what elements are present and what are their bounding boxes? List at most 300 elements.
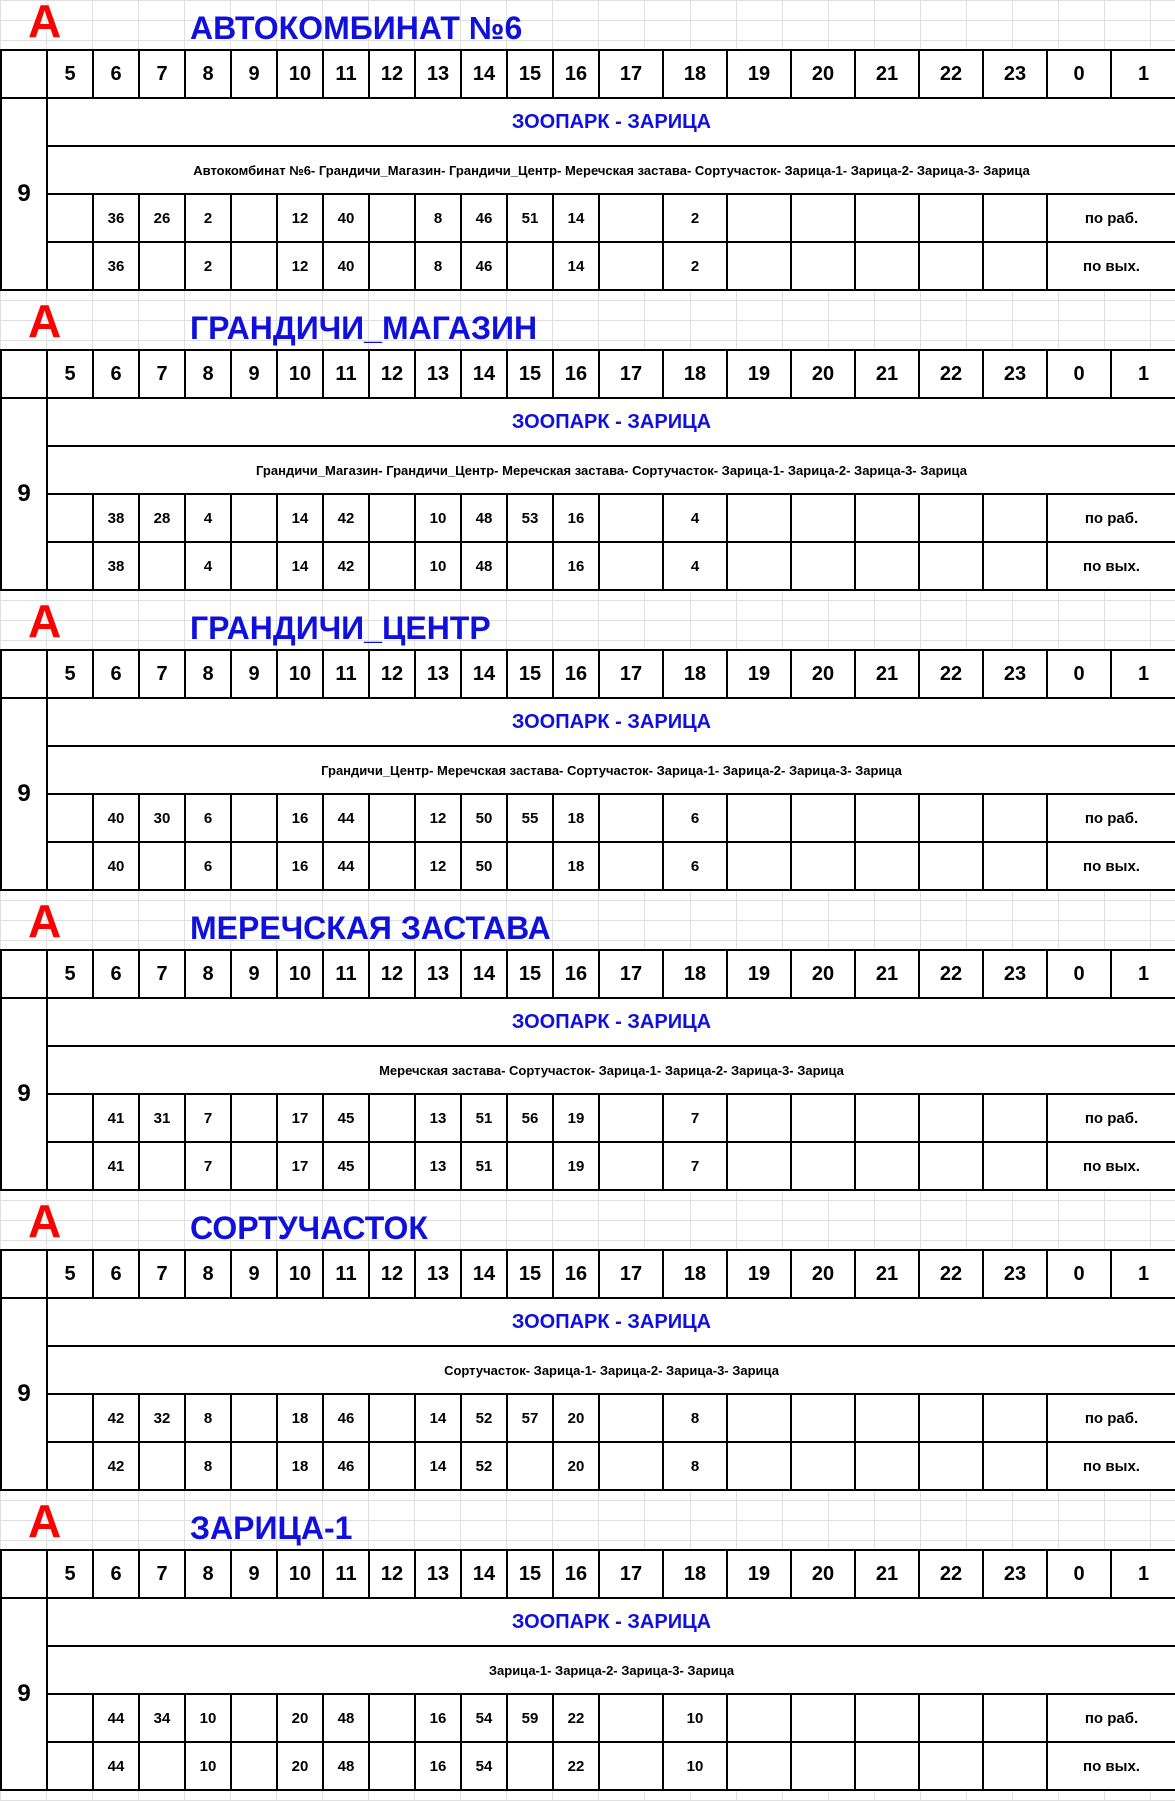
- bus-letter-mark: А: [28, 595, 62, 647]
- minute-cell: 38: [93, 494, 139, 542]
- minute-cell: 54: [461, 1694, 507, 1742]
- minute-cell: [231, 842, 277, 890]
- hour-cell: 16: [553, 650, 599, 698]
- minute-cell: [47, 1694, 93, 1742]
- hour-cell: 19: [727, 1250, 791, 1298]
- day-type-label: по раб.: [1047, 1694, 1175, 1742]
- minute-cell: [369, 542, 415, 590]
- minute-cell: 13: [415, 1142, 461, 1190]
- hour-cell: 20: [791, 650, 855, 698]
- minute-cell: 51: [461, 1142, 507, 1190]
- bus-letter-mark: А: [28, 1195, 62, 1247]
- minute-cell: [727, 1694, 791, 1742]
- hour-cell: 20: [791, 1250, 855, 1298]
- route-stops-row: [1, 1046, 1175, 1094]
- minute-cell: 12: [415, 842, 461, 890]
- minute-cell: 32: [139, 1394, 185, 1442]
- stop-title: АВТОКОМБИНАТ №6: [190, 10, 523, 46]
- minute-cell: [727, 794, 791, 842]
- hour-cell: 13: [415, 1550, 461, 1598]
- schedule-table: [0, 1249, 1175, 1491]
- hour-cell: 6: [93, 50, 139, 98]
- minute-cell: 16: [415, 1742, 461, 1790]
- hour-cell: 23: [983, 950, 1047, 998]
- route-name: ЗООПАРК - ЗАРИЦА: [47, 998, 1175, 1046]
- minute-cell: [919, 1094, 983, 1142]
- hour-cell: 18: [663, 1250, 727, 1298]
- route-name-row: [1, 1598, 1175, 1646]
- hour-cell: 20: [791, 350, 855, 398]
- hour-cell: 21: [855, 650, 919, 698]
- hour-cell: 1: [1111, 50, 1175, 98]
- minute-cell: 17: [277, 1094, 323, 1142]
- minute-cell: [727, 542, 791, 590]
- hour-cell: 11: [323, 50, 369, 98]
- bus-letter-mark: А: [28, 1495, 62, 1547]
- minute-cell: 19: [553, 1142, 599, 1190]
- minute-cell: 14: [277, 542, 323, 590]
- minute-cell: 22: [553, 1694, 599, 1742]
- day-type-label: по вых.: [1047, 1442, 1175, 1490]
- day-type-label: по вых.: [1047, 842, 1175, 890]
- hour-cell: 15: [507, 950, 553, 998]
- minute-cell: 46: [323, 1442, 369, 1490]
- minute-cell: [231, 1394, 277, 1442]
- minute-cell: 6: [663, 794, 727, 842]
- stop-title: МЕРЕЧСКАЯ ЗАСТАВА: [190, 910, 551, 946]
- hour-cell: 5: [47, 50, 93, 98]
- hour-cell: 13: [415, 950, 461, 998]
- hour-cell: 13: [415, 1250, 461, 1298]
- minute-cell: [983, 494, 1047, 542]
- minute-cell: 10: [663, 1694, 727, 1742]
- minute-cell: 8: [185, 1394, 231, 1442]
- hour-cell: 5: [47, 350, 93, 398]
- minute-cell: 57: [507, 1394, 553, 1442]
- minute-cell: [231, 794, 277, 842]
- minute-cell: 40: [323, 242, 369, 290]
- minute-cell: 8: [663, 1442, 727, 1490]
- hour-cell: 6: [93, 1250, 139, 1298]
- hour-cell: 18: [663, 50, 727, 98]
- minute-cell: [369, 1142, 415, 1190]
- route-stops-row: [1, 1346, 1175, 1394]
- stop-section: [0, 895, 1175, 1200]
- minute-cell: [727, 1394, 791, 1442]
- day-type-label: по раб.: [1047, 194, 1175, 242]
- minute-cell: [231, 1742, 277, 1790]
- minute-cell: [855, 1094, 919, 1142]
- hour-cell: 19: [727, 1550, 791, 1598]
- minute-cell: 59: [507, 1694, 553, 1742]
- minute-cell: 10: [415, 542, 461, 590]
- hour-cell: 21: [855, 50, 919, 98]
- minute-cell: [139, 542, 185, 590]
- minute-cell: [47, 1394, 93, 1442]
- minute-cell: [727, 1442, 791, 1490]
- minute-cell: [507, 542, 553, 590]
- hour-cell: 18: [663, 650, 727, 698]
- minute-cell: [791, 1142, 855, 1190]
- minute-cell: 10: [185, 1742, 231, 1790]
- minute-cell: 48: [461, 542, 507, 590]
- route-stops-row: [1, 146, 1175, 194]
- minute-cell: [47, 242, 93, 290]
- minute-cell: [919, 794, 983, 842]
- hour-cell: 22: [919, 1250, 983, 1298]
- route-name-row: [1, 698, 1175, 746]
- route-number: 9: [1, 1298, 47, 1490]
- route-number: 9: [1, 698, 47, 890]
- minute-cell: 8: [415, 194, 461, 242]
- workdays-row: [1, 1394, 1175, 1442]
- minute-cell: [919, 1742, 983, 1790]
- workdays-row: [1, 794, 1175, 842]
- minute-cell: [855, 842, 919, 890]
- minute-cell: 51: [461, 1094, 507, 1142]
- minute-cell: 42: [323, 542, 369, 590]
- minute-cell: [983, 542, 1047, 590]
- minute-cell: 53: [507, 494, 553, 542]
- minute-cell: [139, 842, 185, 890]
- hour-cell: 8: [185, 50, 231, 98]
- route-name: ЗООПАРК - ЗАРИЦА: [47, 698, 1175, 746]
- hour-cell: 8: [185, 950, 231, 998]
- hour-cell: 20: [791, 950, 855, 998]
- minute-cell: [983, 794, 1047, 842]
- corner-cell: [1, 50, 47, 98]
- minute-cell: [791, 1694, 855, 1742]
- minute-cell: [983, 242, 1047, 290]
- hours-row: [1, 350, 1175, 398]
- minute-cell: 17: [277, 1142, 323, 1190]
- hour-cell: 14: [461, 50, 507, 98]
- minute-cell: [855, 542, 919, 590]
- minute-cell: [231, 194, 277, 242]
- schedule-table: [0, 49, 1175, 291]
- hour-cell: 7: [139, 1250, 185, 1298]
- minute-cell: [47, 1442, 93, 1490]
- hour-cell: 14: [461, 950, 507, 998]
- hour-cell: 22: [919, 1550, 983, 1598]
- minute-cell: 16: [277, 842, 323, 890]
- hour-cell: 12: [369, 1550, 415, 1598]
- weekends-row: [1, 1142, 1175, 1190]
- minute-cell: [727, 194, 791, 242]
- hour-cell: 5: [47, 1250, 93, 1298]
- hour-cell: 9: [231, 1550, 277, 1598]
- minute-cell: [855, 1694, 919, 1742]
- hour-cell: 15: [507, 650, 553, 698]
- minute-cell: 34: [139, 1694, 185, 1742]
- minute-cell: 10: [185, 1694, 231, 1742]
- minute-cell: [919, 1142, 983, 1190]
- minute-cell: 28: [139, 494, 185, 542]
- minute-cell: [231, 1694, 277, 1742]
- bus-letter-mark: А: [28, 0, 62, 47]
- weekends-row: [1, 1742, 1175, 1790]
- minute-cell: 16: [553, 542, 599, 590]
- minute-cell: 6: [185, 842, 231, 890]
- minute-cell: 7: [663, 1142, 727, 1190]
- minute-cell: 7: [663, 1094, 727, 1142]
- minute-cell: [369, 494, 415, 542]
- minute-cell: 30: [139, 794, 185, 842]
- hour-cell: 12: [369, 950, 415, 998]
- minute-cell: [919, 1694, 983, 1742]
- hour-cell: 11: [323, 1250, 369, 1298]
- hour-cell: 1: [1111, 350, 1175, 398]
- minute-cell: [855, 494, 919, 542]
- stop-section: [0, 1495, 1175, 1800]
- hour-cell: 13: [415, 50, 461, 98]
- minute-cell: 54: [461, 1742, 507, 1790]
- hour-cell: 22: [919, 950, 983, 998]
- hour-cell: 9: [231, 50, 277, 98]
- minute-cell: [47, 1742, 93, 1790]
- minute-cell: 20: [277, 1742, 323, 1790]
- hour-cell: 6: [93, 1550, 139, 1598]
- minute-cell: 12: [277, 194, 323, 242]
- schedule-table: [0, 949, 1175, 1191]
- hour-cell: 14: [461, 1550, 507, 1598]
- hour-cell: 6: [93, 350, 139, 398]
- minute-cell: 4: [185, 494, 231, 542]
- minute-cell: [47, 842, 93, 890]
- hour-cell: 10: [277, 1250, 323, 1298]
- minute-cell: 4: [663, 542, 727, 590]
- hour-cell: 6: [93, 950, 139, 998]
- minute-cell: [599, 794, 663, 842]
- minute-cell: [983, 1094, 1047, 1142]
- minute-cell: [507, 1442, 553, 1490]
- hour-cell: 9: [231, 950, 277, 998]
- hour-cell: 12: [369, 50, 415, 98]
- hour-cell: 13: [415, 650, 461, 698]
- minute-cell: 52: [461, 1442, 507, 1490]
- minute-cell: [599, 542, 663, 590]
- minute-cell: [507, 242, 553, 290]
- minute-cell: [231, 1442, 277, 1490]
- hour-cell: 11: [323, 350, 369, 398]
- minute-cell: 18: [277, 1442, 323, 1490]
- minute-cell: 48: [461, 494, 507, 542]
- minute-cell: 12: [415, 794, 461, 842]
- stop-section: [0, 0, 1175, 300]
- hour-cell: 23: [983, 1250, 1047, 1298]
- hour-cell: 18: [663, 350, 727, 398]
- minute-cell: 40: [323, 194, 369, 242]
- minute-cell: 8: [185, 1442, 231, 1490]
- minute-cell: 8: [415, 242, 461, 290]
- minute-cell: [919, 1442, 983, 1490]
- minute-cell: 31: [139, 1094, 185, 1142]
- hour-cell: 20: [791, 1550, 855, 1598]
- minute-cell: [139, 1742, 185, 1790]
- hour-cell: 23: [983, 1550, 1047, 1598]
- hour-cell: 16: [553, 1250, 599, 1298]
- route-stops-list: Грандичи_Магазин- Грандичи_Центр- Меречская застава- Сортучасток- Зарица-1- Зарица-2- Зарица-3- Зарица: [47, 446, 1175, 494]
- hour-cell: 1: [1111, 1250, 1175, 1298]
- minute-cell: [369, 1742, 415, 1790]
- route-name-row: [1, 998, 1175, 1046]
- hour-cell: 17: [599, 650, 663, 698]
- hour-cell: 0: [1047, 950, 1111, 998]
- hours-row: [1, 1250, 1175, 1298]
- minute-cell: [983, 1442, 1047, 1490]
- route-stops-list: Автокомбинат №6- Грандичи_Магазин- Грандичи_Центр- Меречская застава- Сортучасток- Зарица-1- Зарица-2- Зарица-3- Зарица: [47, 146, 1175, 194]
- minute-cell: 40: [93, 842, 139, 890]
- minute-cell: 50: [461, 842, 507, 890]
- hour-cell: 17: [599, 1250, 663, 1298]
- hour-cell: 22: [919, 650, 983, 698]
- hour-cell: 1: [1111, 1550, 1175, 1598]
- minute-cell: 14: [553, 194, 599, 242]
- day-type-label: по раб.: [1047, 494, 1175, 542]
- minute-cell: 18: [553, 842, 599, 890]
- minute-cell: [855, 1742, 919, 1790]
- day-type-label: по вых.: [1047, 1142, 1175, 1190]
- minute-cell: [791, 194, 855, 242]
- bus-letter-mark: А: [28, 295, 62, 347]
- bus-letter-mark: А: [28, 895, 62, 947]
- hours-row: [1, 950, 1175, 998]
- minute-cell: 45: [323, 1094, 369, 1142]
- minute-cell: [599, 842, 663, 890]
- hour-cell: 0: [1047, 50, 1111, 98]
- minute-cell: 6: [185, 794, 231, 842]
- hours-row: [1, 650, 1175, 698]
- minute-cell: [855, 794, 919, 842]
- hour-cell: 18: [663, 1550, 727, 1598]
- minute-cell: [919, 494, 983, 542]
- hour-cell: 18: [663, 950, 727, 998]
- hour-cell: 11: [323, 650, 369, 698]
- hour-cell: 8: [185, 1250, 231, 1298]
- minute-cell: [919, 842, 983, 890]
- hour-cell: 14: [461, 650, 507, 698]
- minute-cell: [599, 1094, 663, 1142]
- minute-cell: [855, 1394, 919, 1442]
- minute-cell: [791, 242, 855, 290]
- hour-cell: 12: [369, 650, 415, 698]
- minute-cell: [791, 494, 855, 542]
- day-type-label: по раб.: [1047, 1094, 1175, 1142]
- minute-cell: [231, 542, 277, 590]
- minute-cell: [727, 494, 791, 542]
- hour-cell: 7: [139, 1550, 185, 1598]
- day-type-label: по вых.: [1047, 242, 1175, 290]
- minute-cell: 41: [93, 1094, 139, 1142]
- minute-cell: 16: [553, 494, 599, 542]
- minute-cell: 36: [93, 242, 139, 290]
- hour-cell: 7: [139, 50, 185, 98]
- minute-cell: 22: [553, 1742, 599, 1790]
- hour-cell: 15: [507, 1550, 553, 1598]
- minute-cell: 44: [323, 794, 369, 842]
- minute-cell: [369, 194, 415, 242]
- minute-cell: 48: [323, 1742, 369, 1790]
- minute-cell: [983, 1394, 1047, 1442]
- minute-cell: 44: [93, 1742, 139, 1790]
- route-name-row: [1, 398, 1175, 446]
- stop-title: СОРТУЧАСТОК: [190, 1210, 428, 1246]
- minute-cell: [855, 194, 919, 242]
- minute-cell: [47, 1094, 93, 1142]
- minute-cell: 42: [323, 494, 369, 542]
- minute-cell: 2: [185, 242, 231, 290]
- minute-cell: 7: [185, 1142, 231, 1190]
- route-stops-row: [1, 746, 1175, 794]
- minute-cell: 4: [185, 542, 231, 590]
- minute-cell: 44: [93, 1694, 139, 1742]
- workdays-row: [1, 1094, 1175, 1142]
- minute-cell: [599, 194, 663, 242]
- hour-cell: 10: [277, 50, 323, 98]
- minute-cell: 20: [553, 1394, 599, 1442]
- hours-row: [1, 50, 1175, 98]
- minute-cell: [47, 1142, 93, 1190]
- hour-cell: 22: [919, 50, 983, 98]
- minute-cell: [599, 494, 663, 542]
- minute-cell: [369, 842, 415, 890]
- hour-cell: 19: [727, 350, 791, 398]
- minute-cell: 46: [323, 1394, 369, 1442]
- hour-cell: 13: [415, 350, 461, 398]
- minute-cell: [983, 1694, 1047, 1742]
- minute-cell: [791, 1094, 855, 1142]
- minute-cell: [791, 794, 855, 842]
- minute-cell: 56: [507, 1094, 553, 1142]
- schedule-table: [0, 1549, 1175, 1791]
- hour-cell: 16: [553, 50, 599, 98]
- corner-cell: [1, 350, 47, 398]
- weekends-row: [1, 842, 1175, 890]
- hour-cell: 12: [369, 350, 415, 398]
- minute-cell: [919, 242, 983, 290]
- minute-cell: [507, 842, 553, 890]
- minute-cell: 7: [185, 1094, 231, 1142]
- hour-cell: 14: [461, 350, 507, 398]
- minute-cell: 46: [461, 194, 507, 242]
- hour-cell: 9: [231, 350, 277, 398]
- minute-cell: 8: [663, 1394, 727, 1442]
- weekends-row: [1, 1442, 1175, 1490]
- hour-cell: 0: [1047, 1250, 1111, 1298]
- route-name: ЗООПАРК - ЗАРИЦА: [47, 98, 1175, 146]
- hour-cell: 23: [983, 350, 1047, 398]
- hour-cell: 21: [855, 350, 919, 398]
- minute-cell: 19: [553, 1094, 599, 1142]
- minute-cell: 6: [663, 842, 727, 890]
- minute-cell: 42: [93, 1394, 139, 1442]
- minute-cell: [727, 1094, 791, 1142]
- weekends-row: [1, 242, 1175, 290]
- minute-cell: 48: [323, 1694, 369, 1742]
- minute-cell: [231, 1094, 277, 1142]
- workdays-row: [1, 1694, 1175, 1742]
- hour-cell: 7: [139, 650, 185, 698]
- hour-cell: 10: [277, 1550, 323, 1598]
- minute-cell: [599, 1694, 663, 1742]
- corner-cell: [1, 1250, 47, 1298]
- minute-cell: [727, 242, 791, 290]
- hour-cell: 8: [185, 650, 231, 698]
- minute-cell: 2: [663, 194, 727, 242]
- hour-cell: 17: [599, 950, 663, 998]
- minute-cell: [139, 1442, 185, 1490]
- workdays-row: [1, 494, 1175, 542]
